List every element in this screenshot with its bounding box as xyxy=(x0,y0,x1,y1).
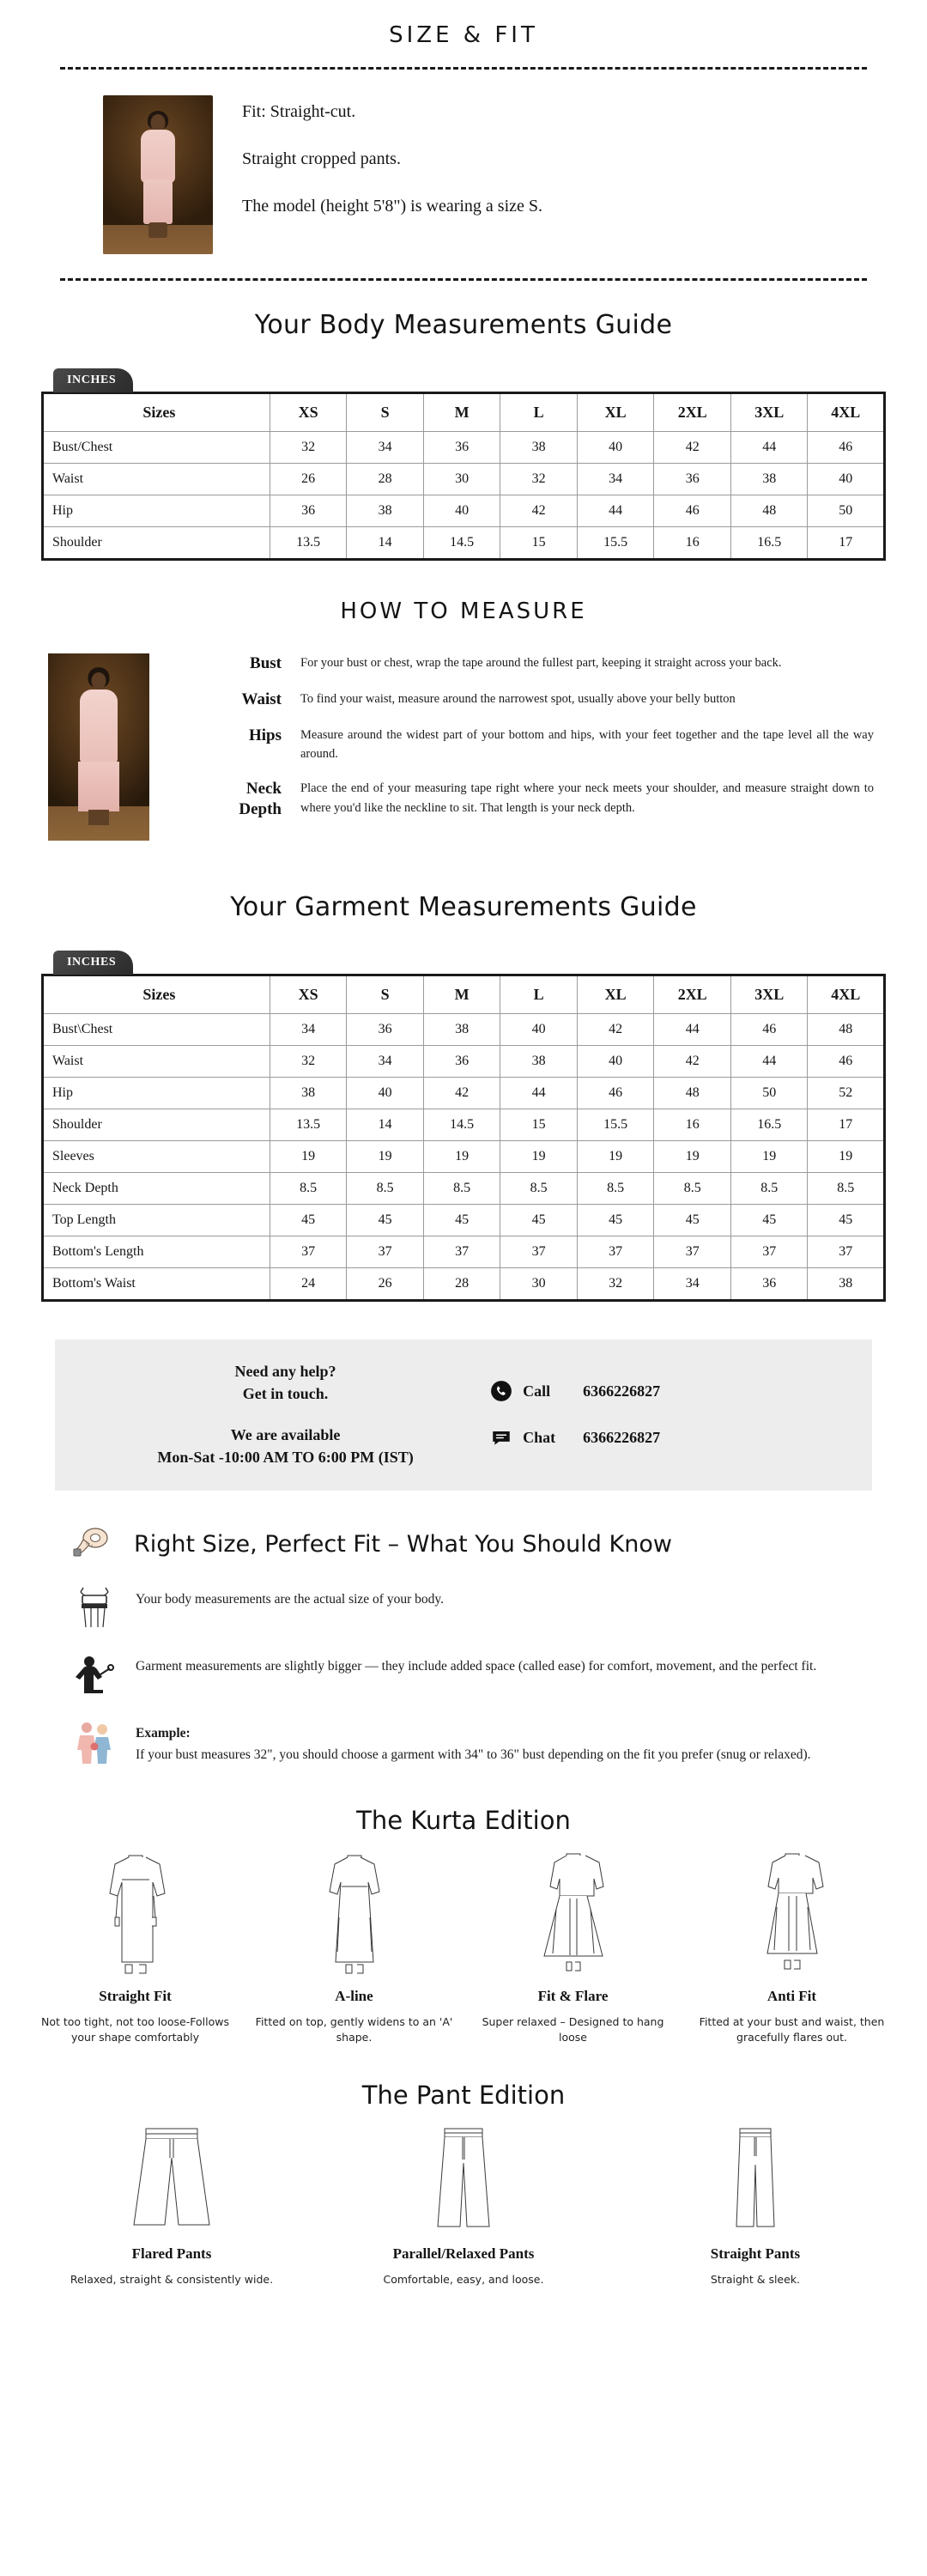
body-col-header: 4XL xyxy=(808,393,885,432)
table-row xyxy=(43,1205,885,1236)
kurta-edition-grid xyxy=(0,1840,927,2047)
measure-item-desc: For your bust or chest, wrap the tape around the fullest part, keeping it straight across your back. xyxy=(300,656,782,670)
measure-model-image xyxy=(48,653,149,841)
garment-cell: 32 xyxy=(577,1268,654,1301)
body-cell: 17 xyxy=(808,527,885,560)
chat-label: Chat xyxy=(523,1428,556,1446)
body-measurements-heading: Your Body Measurements Guide xyxy=(254,310,673,340)
garment-row-label: Bottom's Length xyxy=(43,1236,270,1268)
body-cell: 36 xyxy=(270,495,347,527)
right-size-header xyxy=(0,1491,927,1570)
chat-number[interactable]: 6366226827 xyxy=(583,1428,661,1446)
garment-cell: 40 xyxy=(577,1046,654,1078)
garment-cell: 34 xyxy=(654,1268,731,1301)
body-cell: 14 xyxy=(347,527,424,560)
body-cell: 28 xyxy=(347,464,424,495)
garment-cell: 38 xyxy=(500,1046,578,1078)
call-contact-row[interactable] xyxy=(490,1380,846,1402)
body-col-header: XS xyxy=(270,393,347,432)
phone-icon xyxy=(490,1380,512,1402)
garment-cell: 34 xyxy=(270,1014,347,1046)
garment-cell: 8.5 xyxy=(808,1173,885,1205)
garment-cell: 45 xyxy=(654,1205,731,1236)
body-cell: 34 xyxy=(347,432,424,464)
body-row-label: Bust/Chest xyxy=(43,432,270,464)
garment-cell: 13.5 xyxy=(270,1109,347,1141)
body-col-header: Sizes xyxy=(43,393,270,432)
body-cell: 14.5 xyxy=(423,527,500,560)
right-size-point-text: Your body measurements are the actual size of your body. xyxy=(136,1592,444,1607)
garment-col-header: 4XL xyxy=(808,975,885,1014)
garment-row-label: Sleeves xyxy=(43,1141,270,1173)
body-col-header: 2XL xyxy=(654,393,731,432)
garment-cell: 19 xyxy=(270,1141,347,1173)
garment-cell: 19 xyxy=(500,1141,578,1173)
anti-fit-kurta-illustration xyxy=(691,1849,893,1978)
garment-measurements-heading: Your Garment Measurements Guide xyxy=(230,892,697,922)
garment-cell: 46 xyxy=(577,1078,654,1109)
garment-cell: 50 xyxy=(730,1078,808,1109)
garment-cell: 19 xyxy=(347,1141,424,1173)
fit-line-3: The model (height 5'8") is wearing a size S. xyxy=(242,197,543,216)
measure-item-name: Bust xyxy=(250,654,282,672)
fit-summary-block xyxy=(0,70,927,278)
tailor-icon xyxy=(72,1650,117,1698)
body-cell: 42 xyxy=(500,495,578,527)
body-cell: 30 xyxy=(423,464,500,495)
table-row xyxy=(43,495,885,527)
garment-cell: 37 xyxy=(270,1236,347,1268)
garment-col-header: Sizes xyxy=(43,975,270,1014)
garment-cell: 32 xyxy=(270,1046,347,1078)
garment-cell: 8.5 xyxy=(270,1173,347,1205)
waist-measure-icon xyxy=(72,1583,117,1631)
garment-row-label: Shoulder xyxy=(43,1109,270,1141)
need-help-line-1: Need any help? xyxy=(234,1363,336,1380)
garment-cell: 40 xyxy=(500,1014,578,1046)
garment-cell: 19 xyxy=(808,1141,885,1173)
garment-cell: 37 xyxy=(500,1236,578,1268)
garment-cell: 16 xyxy=(654,1109,731,1141)
garment-cell: 24 xyxy=(270,1268,347,1301)
table-row xyxy=(43,1014,885,1046)
body-cell: 34 xyxy=(577,464,654,495)
garment-cell: 48 xyxy=(654,1078,731,1109)
body-col-header: XL xyxy=(577,393,654,432)
parallel-relaxed-pants-illustration xyxy=(326,2123,601,2235)
a-line-kurta-illustration xyxy=(253,1849,455,1978)
body-cell: 42 xyxy=(654,432,731,464)
edition-item xyxy=(318,2123,609,2288)
availability-line-2: Mon-Sat -10:00 AM TO 6:00 PM (IST) xyxy=(157,1449,414,1467)
garment-cell: 42 xyxy=(577,1014,654,1046)
garment-measurements-table-wrap xyxy=(0,938,927,1310)
edition-item-desc: Comfortable, easy, and loose. xyxy=(383,2273,544,2287)
garment-cell: 36 xyxy=(423,1046,500,1078)
garment-cell: 45 xyxy=(577,1205,654,1236)
table-row xyxy=(43,1141,885,1173)
straight-fit-kurta-illustration xyxy=(34,1849,236,1978)
table-row xyxy=(43,1268,885,1301)
body-cell: 26 xyxy=(270,464,347,495)
edition-item xyxy=(609,2123,901,2288)
measure-item-name: Waist xyxy=(241,690,282,708)
garment-cell: 45 xyxy=(500,1205,578,1236)
garment-cell: 44 xyxy=(500,1078,578,1109)
page-title: SIZE & FIT xyxy=(389,22,538,48)
body-cell: 36 xyxy=(654,464,731,495)
edition-item-name: A-line xyxy=(335,1987,373,2004)
garment-col-header: 2XL xyxy=(654,975,731,1014)
need-help-line-2: Get in touch. xyxy=(242,1385,329,1403)
body-row-label: Hip xyxy=(43,495,270,527)
edition-item xyxy=(26,2123,318,2288)
garment-cell: 30 xyxy=(500,1268,578,1301)
right-size-point xyxy=(0,1637,927,1704)
edition-item-desc: Not too tight, not too loose-Follows your shape comfortably xyxy=(41,2014,229,2044)
garment-cell: 16.5 xyxy=(730,1109,808,1141)
edition-item-desc: Relaxed, straight & consistently wide. xyxy=(70,2273,274,2287)
edition-item xyxy=(245,1849,464,2047)
measure-item-name: Neck Depth xyxy=(239,780,282,819)
right-size-point xyxy=(0,1704,927,1771)
body-cell: 38 xyxy=(347,495,424,527)
availability-line-1: We are available xyxy=(230,1426,341,1444)
body-col-header: S xyxy=(347,393,424,432)
table-row xyxy=(43,1236,885,1268)
garment-cell: 45 xyxy=(730,1205,808,1236)
body-cell: 50 xyxy=(808,495,885,527)
garment-col-header: 3XL xyxy=(730,975,808,1014)
measure-item-name: Hips xyxy=(248,726,282,744)
flared-pants-illustration xyxy=(34,2123,309,2235)
garment-cell: 45 xyxy=(270,1205,347,1236)
body-cell: 40 xyxy=(808,464,885,495)
garment-cell: 44 xyxy=(730,1046,808,1078)
measure-item-desc: Measure around the widest part of your bottom and hips, with your feet together and the tape level all the way around. xyxy=(300,727,874,761)
call-label: Call xyxy=(523,1382,551,1400)
measure-item-desc: To find your waist, measure around the narrowest spot, usually above your belly button xyxy=(300,691,736,706)
garment-row-label: Hip xyxy=(43,1078,270,1109)
garment-cell: 34 xyxy=(347,1046,424,1078)
right-size-points-list xyxy=(0,1570,927,1771)
garment-cell: 37 xyxy=(423,1236,500,1268)
garment-cell: 45 xyxy=(808,1205,885,1236)
edition-item-name: Parallel/Relaxed Pants xyxy=(392,2245,535,2263)
body-col-header: L xyxy=(500,393,578,432)
garment-cell: 46 xyxy=(808,1046,885,1078)
fit-description-list xyxy=(242,95,542,218)
edition-item-name: Anti Fit xyxy=(766,1987,817,2004)
table-row xyxy=(43,1078,885,1109)
chat-contact-row[interactable] xyxy=(490,1426,846,1449)
measure-item-desc: Place the end of your measuring tape right where your neck meets your shoulder, and measure straight down to where you'd like the neckline to sit. That length is your neck depth. xyxy=(300,781,874,815)
garment-cell: 38 xyxy=(270,1078,347,1109)
garment-col-header: S xyxy=(347,975,424,1014)
body-cell: 32 xyxy=(500,464,578,495)
right-size-heading: Right Size, Perfect Fit – What You Should Know xyxy=(134,1530,672,1558)
edition-item-desc: Fitted at your bust and waist, then gracefully flares out. xyxy=(699,2014,885,2044)
garment-cell: 19 xyxy=(423,1141,500,1173)
body-cell: 44 xyxy=(577,495,654,527)
garment-cell: 52 xyxy=(808,1078,885,1109)
table-row xyxy=(43,432,885,464)
garment-cell: 15 xyxy=(500,1109,578,1141)
body-cell: 46 xyxy=(808,432,885,464)
garment-cell: 45 xyxy=(347,1205,424,1236)
garment-cell: 26 xyxy=(347,1268,424,1301)
garment-cell: 19 xyxy=(654,1141,731,1173)
garment-cell: 8.5 xyxy=(347,1173,424,1205)
garment-col-header: L xyxy=(500,975,578,1014)
model-thumbnail-image xyxy=(103,95,213,254)
measure-item xyxy=(172,653,879,674)
edition-item xyxy=(682,1849,901,2047)
garment-unit-tab: INCHES xyxy=(53,951,133,975)
help-contact-column xyxy=(490,1380,846,1449)
measure-item xyxy=(172,726,879,764)
kurta-edition-title: The Kurta Edition xyxy=(356,1805,571,1835)
garment-row-label: Bottom's Waist xyxy=(43,1268,270,1301)
call-number[interactable]: 6366226827 xyxy=(583,1382,661,1400)
measure-item xyxy=(172,690,879,710)
body-cell: 40 xyxy=(577,432,654,464)
table-row xyxy=(43,1046,885,1078)
example-label: Example: xyxy=(136,1726,191,1741)
garment-cell: 14 xyxy=(347,1109,424,1141)
body-col-header: M xyxy=(423,393,500,432)
garment-cell: 8.5 xyxy=(730,1173,808,1205)
right-size-point-text: Example: If your bust measures 32", you should choose a garment with 34" to 36" bust depending on the fit you prefer (snug or relaxed). xyxy=(136,1726,811,1763)
garment-cell: 42 xyxy=(423,1078,500,1109)
body-cell: 44 xyxy=(730,432,808,464)
garment-row-label: Bust\Chest xyxy=(43,1014,270,1046)
body-row-label: Waist xyxy=(43,464,270,495)
how-to-measure-heading: HOW TO MEASURE xyxy=(340,598,587,624)
garment-cell: 40 xyxy=(347,1078,424,1109)
garment-cell: 8.5 xyxy=(577,1173,654,1205)
body-cell: 13.5 xyxy=(270,527,347,560)
garment-row-label: Neck Depth xyxy=(43,1173,270,1205)
garment-cell: 38 xyxy=(423,1014,500,1046)
garment-cell: 38 xyxy=(808,1268,885,1301)
fit-line-1: Fit: Straight-cut. xyxy=(242,102,356,121)
garment-cell: 19 xyxy=(577,1141,654,1173)
how-to-measure-block xyxy=(0,640,927,863)
body-cell: 38 xyxy=(500,432,578,464)
body-cell: 38 xyxy=(730,464,808,495)
edition-item-name: Fit & Flare xyxy=(537,1987,609,2004)
table-row xyxy=(43,1109,885,1141)
edition-item xyxy=(26,1849,245,2047)
help-contact-box xyxy=(55,1340,872,1491)
edition-item-name: Straight Fit xyxy=(99,1987,172,2004)
table-row xyxy=(43,464,885,495)
garment-cell: 28 xyxy=(423,1268,500,1301)
measure-item xyxy=(172,779,879,820)
garment-cell: 8.5 xyxy=(500,1173,578,1205)
garment-cell: 14.5 xyxy=(423,1109,500,1141)
garment-measurements-table xyxy=(41,974,886,1302)
garment-cell: 42 xyxy=(654,1046,731,1078)
garment-col-header: M xyxy=(423,975,500,1014)
garment-col-header: XS xyxy=(270,975,347,1014)
table-row xyxy=(43,1173,885,1205)
edition-item-desc: Fitted on top, gently widens to an 'A' shape. xyxy=(255,2014,453,2044)
garment-row-label: Top Length xyxy=(43,1205,270,1236)
garment-cell: 36 xyxy=(730,1268,808,1301)
garment-cell: 37 xyxy=(730,1236,808,1268)
garment-cell: 36 xyxy=(347,1014,424,1046)
garment-cell: 46 xyxy=(730,1014,808,1046)
measuring-tape-icon xyxy=(72,1525,117,1563)
garment-row-label: Waist xyxy=(43,1046,270,1078)
pant-edition-grid xyxy=(0,2115,927,2288)
body-col-header: 3XL xyxy=(730,393,808,432)
body-unit-tab: INCHES xyxy=(53,368,133,392)
chat-bubble-icon xyxy=(490,1426,512,1449)
body-cell: 46 xyxy=(654,495,731,527)
edition-item-name: Straight Pants xyxy=(710,2245,801,2263)
garment-cell: 37 xyxy=(808,1236,885,1268)
help-text-column xyxy=(81,1360,490,1468)
straight-pants-illustration xyxy=(618,2123,893,2235)
body-measurements-table-wrap xyxy=(0,355,927,569)
body-measurements-table xyxy=(41,392,886,561)
right-size-point-text: Garment measurements are slightly bigger — they include added space (called ease) for comfort, movement, and the perfect fit. xyxy=(136,1659,817,1674)
body-cell: 40 xyxy=(423,495,500,527)
garment-cell: 17 xyxy=(808,1109,885,1141)
fit-and-flare-kurta-illustration xyxy=(472,1849,674,1978)
body-cell: 16 xyxy=(654,527,731,560)
edition-item xyxy=(464,1849,682,2047)
body-row-label: Shoulder xyxy=(43,527,270,560)
measure-instruction-list xyxy=(172,653,879,820)
garment-cell: 19 xyxy=(730,1141,808,1173)
couple-icon xyxy=(72,1717,117,1765)
garment-cell: 48 xyxy=(808,1014,885,1046)
garment-cell: 45 xyxy=(423,1205,500,1236)
body-cell: 36 xyxy=(423,432,500,464)
garment-cell: 37 xyxy=(577,1236,654,1268)
body-cell: 48 xyxy=(730,495,808,527)
body-cell: 32 xyxy=(270,432,347,464)
garment-cell: 8.5 xyxy=(654,1173,731,1205)
garment-cell: 37 xyxy=(347,1236,424,1268)
right-size-point xyxy=(0,1570,927,1637)
garment-cell: 37 xyxy=(654,1236,731,1268)
edition-item-desc: Super relaxed – Designed to hang loose xyxy=(482,2014,664,2044)
garment-cell: 8.5 xyxy=(423,1173,500,1205)
garment-cell: 44 xyxy=(654,1014,731,1046)
pant-edition-title: The Pant Edition xyxy=(361,2081,566,2111)
edition-item-name: Flared Pants xyxy=(131,2245,212,2263)
edition-item-desc: Straight & sleek. xyxy=(710,2273,801,2287)
body-cell: 15 xyxy=(500,527,578,560)
garment-cell: 15.5 xyxy=(577,1109,654,1141)
table-row xyxy=(43,527,885,560)
body-cell: 16.5 xyxy=(730,527,808,560)
garment-col-header: XL xyxy=(577,975,654,1014)
body-cell: 15.5 xyxy=(577,527,654,560)
fit-line-2: Straight cropped pants. xyxy=(242,149,401,168)
